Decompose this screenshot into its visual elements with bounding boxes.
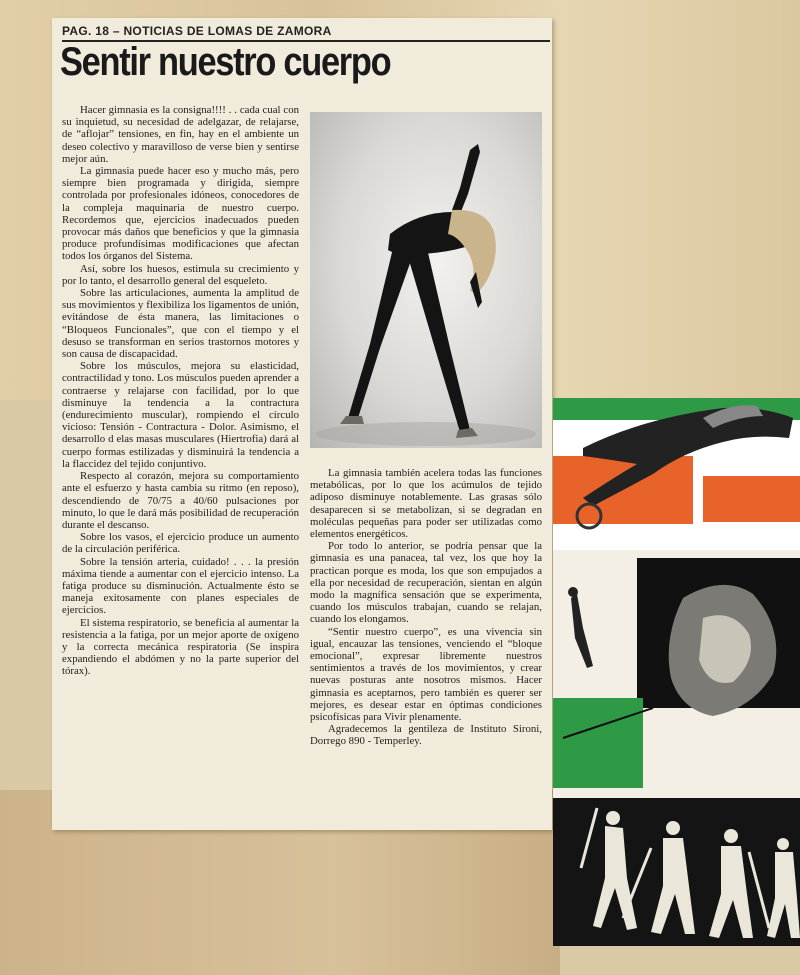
article-paragraph: Sobre las articulaciones, aumenta la amplitud de sus movimientos y flexibiliza los ligamentos de unión, evitándose de ésta manera, las limitaciones o “Bloqueos Funcionales”, que con el tiempo y el desuso se transforman en serios trastornos motores y son causa de discapacidad. (62, 287, 299, 361)
article-title: Sentir nuestro cuerpo (60, 40, 391, 84)
article-paragraph: Respecto al corazón, mejora su comportamiento ante el esfuerzo y hasta cambia su ritmo (en reposo), descendiendo de 70/75 a 40/60 pulsaciones por minuto, lo que le dará más posibilidad de recuperación durante el descanso. (62, 470, 299, 531)
article-paragraph: Así, sobre los huesos, estimula su crecimiento y por lo tanto, el desarrollo general del esqueleto. (62, 262, 299, 287)
article-paragraph: Por todo lo anterior, se podría pensar que la gimnasia es una panacea, tal vez, los que hoy la practican porque es moda, los que son empujados a ella por necesidad de recuperación, sientan en algún modo la magnífica sensación que se experimenta, cuando los músculos trabajan, cuando se relajan, cuando los elongamos. (310, 540, 542, 626)
article-paragraph: La gimnasia también acelera todas las funciones metabólicas, por lo que los acúmulos de tejido adiposo disminuye notablemente. Las grasas sólo desaparecen si se metabolizan, si se degradan en moléculas pequeñas para poder ser utilizadas como elementos energéticos. (310, 467, 542, 541)
article-paragraph: Sobre la tensión arteria, cuidado! . . . la presión máxima tiende a aumentar con el ejercicio intenso. La fatiga produce su disminución. Actualmente ésto se maneja exitosamente con planes especiales de ejercicios. (62, 555, 299, 617)
gymnast-photo (310, 112, 542, 448)
article-paragraph: Sobre los músculos, mejora su elasticidad, contractilidad y tono. Los músculos pueden aprender a contraerse y relajarse con facilidad, por lo que disminuye la tendencia a la contractura (endurecimiento muscular), rompiendo el círculo vicioso: Tensión - Contractura - Dolor. Asimismo, el desarrollo d elas masas musculares (Hiertrofia) dará al cuerpo formas estilizadas y disminuirá la tendencia a la flaccidez del tejido conjuntivo. (62, 360, 299, 470)
article-paragraph: Hacer gimnasia es la consigna!!!! . . cada cual con su inquietud, su necesidad de adelgazar, de relajarse, de “aflojar” tensiones, en fin, hay en el ambiente un deseo colectivo y maravilloso de verse bien y sentirse mejor aún. (62, 104, 299, 165)
article-paragraph: La gimnasia puede hacer eso y mucho más, pero siempre bien programada y dirigida, siempre controlada por profesionales idóneos, conocedores de la compleja maquinaria de nuestro cuerpo. Recordemos que, ejercicios inadecuados pueden provocar más daños que beneficios y que la gimnasia produce profundísimas modificaciones que afectan todos los órganos del Sistema. (62, 165, 299, 263)
article-paragraph: Sobre los vasos, el ejercicio produce un aumento de la circulación periférica. (62, 531, 299, 556)
page-header: PAG. 18 – NOTICIAS DE LOMAS DE ZAMORA (62, 24, 550, 42)
athletics-poster (553, 398, 800, 946)
article-paragraph: Agradecemos la gentileza de Instituto Sironi, Dorrego 890 - Temperley. (310, 723, 542, 748)
article-column-left (62, 104, 299, 678)
article-column-right (310, 467, 542, 748)
article-paragraph: “Sentir nuestro cuerpo”, es una vivencia sin igual, encauzar las tensiones, venciendo el “bloque emocional”, expresar libremente nuestros sentimientos a través de los movimientos, y crear nuevas posturas ante nosotros mismos. Hacer gimnasia es aceptarnos, pero también es querer ser mejores, es desear estar en óptimas condiciones psicofísicas para Vivir plenamente. (310, 625, 542, 724)
article-paragraph: El sistema respiratorio, se beneficia al aumentar la resistencia a la fatiga, por un mejor aporte de oxígeno y la correcta mecánica respiratoria (Se inspira expandiendo el abdómen y no la parte superior del tórax). (62, 616, 299, 678)
